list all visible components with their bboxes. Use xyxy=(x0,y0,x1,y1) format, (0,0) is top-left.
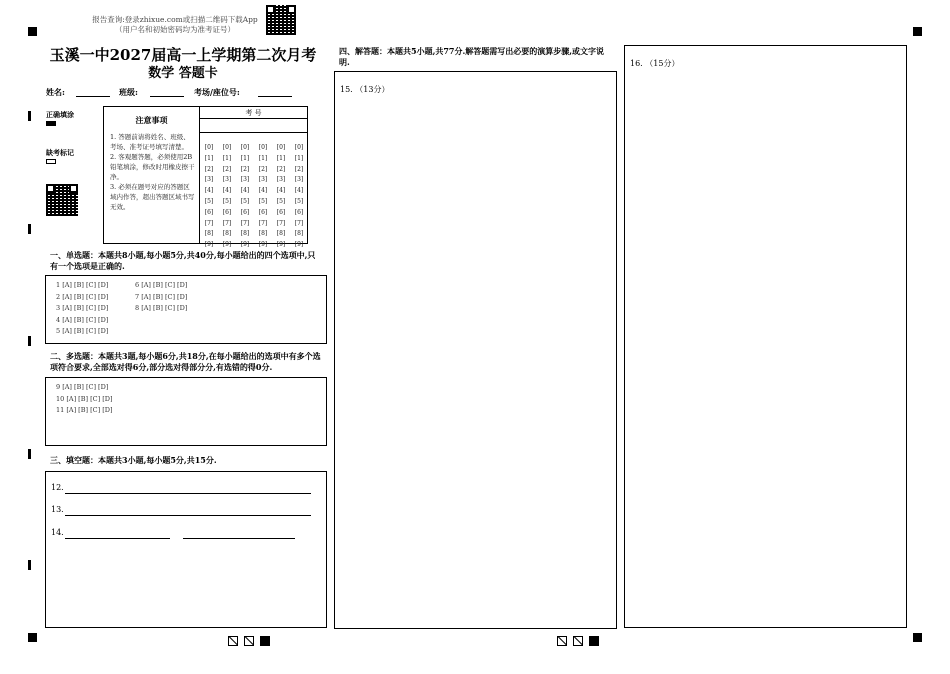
report-query-line: 报告查询:登录zhixue.com或扫描二维码下载App xyxy=(92,15,258,24)
notice-box xyxy=(103,106,200,244)
section3-title: 三、填空题：本题共3小题,每小题5分,共15分. xyxy=(50,455,217,465)
choice-row[interactable]: 6 [A] [B] [C] [D] xyxy=(135,281,188,289)
choice-row[interactable]: 7 [A] [B] [C] [D] xyxy=(135,292,188,301)
q15-answer-box[interactable] xyxy=(334,71,617,629)
choice-row[interactable]: 4 [A] [B] [C] [D] xyxy=(56,315,109,324)
page-marker-empty xyxy=(557,636,567,646)
choice-row[interactable]: 5 [A] [B] [C] [D] xyxy=(56,327,109,335)
absent-mark-box[interactable] xyxy=(46,159,56,164)
exam-digit-column[interactable]: [0] [1] [2] [3] [4] [5] [6] [7] [8] [9] xyxy=(222,144,232,249)
page-marker-empty xyxy=(244,636,254,646)
q16-answer-box[interactable] xyxy=(624,45,907,628)
timing-mark xyxy=(28,111,31,121)
q14-answer-line-2[interactable] xyxy=(183,538,295,539)
exam-digit-column[interactable]: [0] [1] [2] [3] [4] [5] [6] [7] [8] [9] xyxy=(204,144,214,249)
seat-field[interactable] xyxy=(258,96,292,97)
page-marker-filled xyxy=(260,636,270,646)
exam-number-label: 考 号 xyxy=(200,108,307,119)
page-marker-empty xyxy=(573,636,583,646)
seat-label: 考场/座位号: xyxy=(194,87,240,97)
exam-number-grid xyxy=(199,106,308,249)
choice-row[interactable]: 1 [A] [B] [C] [D] xyxy=(56,281,109,289)
q13-answer-line[interactable] xyxy=(65,515,311,516)
section4-title: 四、解答题：本题共5小题,共77分.解答题需写出必要的演算步骤,或文字说明. xyxy=(339,46,605,67)
section2-answer-box xyxy=(45,377,327,446)
timing-mark xyxy=(28,560,31,570)
corner-mark-bottom-right xyxy=(913,633,922,642)
q15-label: 15. （13分） xyxy=(340,85,390,94)
choice-row[interactable]: 3 [A] [B] [C] [D] xyxy=(56,304,109,312)
choice-row[interactable]: 9 [A] [B] [C] [D] xyxy=(56,383,109,391)
section1-title: 一、单选题：本题共8小题,每小题5分,共40分,每小题给出的四个选项中,只有一个选项是正确的. xyxy=(50,250,316,271)
report-query-note: （用户名和初始密码均为准考证号） xyxy=(115,25,235,34)
choice-row[interactable]: 11 [A] [B] [C] [D] xyxy=(56,406,113,414)
corner-mark-top-left xyxy=(28,27,37,36)
corner-mark-bottom-left xyxy=(28,633,37,642)
class-field[interactable] xyxy=(150,96,184,97)
choice-row[interactable]: 8 [A] [B] [C] [D] xyxy=(135,304,188,312)
correct-fill-sample xyxy=(46,121,56,126)
exam-title: 玉溪一中2027届高一上学期第二次月考 xyxy=(49,46,317,64)
choice-row[interactable]: 2 [A] [B] [C] [D] xyxy=(56,292,109,301)
page-marker-filled xyxy=(589,636,599,646)
page-marker-empty xyxy=(228,636,238,646)
section3-answer-box xyxy=(45,471,327,628)
exam-digit-column[interactable]: [0] [1] [2] [3] [4] [5] [6] [7] [8] [9] xyxy=(276,144,286,249)
notice-title: 注意事项 xyxy=(135,115,168,125)
qr-code-header xyxy=(266,5,296,35)
exam-digit-column[interactable]: [0] [1] [2] [3] [4] [5] [6] [7] [8] [9] xyxy=(258,144,268,249)
section1-answer-box xyxy=(45,275,327,344)
q13-label: 13. xyxy=(51,505,64,514)
corner-mark-top-right xyxy=(913,27,922,36)
q12-label: 12. xyxy=(51,483,64,492)
choice-row[interactable]: 10 [A] [B] [C] [D] xyxy=(56,394,113,403)
q14-answer-line-1[interactable] xyxy=(65,538,170,539)
notice-item: 1. 答题前请将姓名、班级、考场、准考证号填写清楚。 xyxy=(110,133,190,151)
qr-code-student xyxy=(46,184,78,216)
name-label: 姓名: xyxy=(46,87,65,97)
exam-digit-column[interactable]: [0] [1] [2] [3] [4] [5] [6] [7] [8] [9] xyxy=(294,144,304,249)
exam-number-input-row[interactable] xyxy=(200,118,307,133)
correct-fill-label: 正确填涂 xyxy=(46,110,74,119)
name-field[interactable] xyxy=(76,96,110,97)
q12-answer-line[interactable] xyxy=(65,493,311,494)
timing-mark xyxy=(28,449,31,459)
section2-title: 二、多选题：本题共3题,每小题6分,共18分,在每小题给出的选项中有多个选项符合要求,全部选对得6分,部分选对得部分分,有选错的得0分. xyxy=(50,351,321,372)
class-label: 班级: xyxy=(119,87,138,97)
timing-mark xyxy=(28,224,31,234)
answer-sheet-title: 数学 答题卡 xyxy=(148,66,218,81)
timing-mark xyxy=(28,336,31,346)
exam-digit-column[interactable]: [0] [1] [2] [3] [4] [5] [6] [7] [8] [9] xyxy=(240,144,250,249)
q16-label: 16. （15分） xyxy=(630,59,680,68)
notice-item: 3. 必须在题号对应的答题区域内作答，超出答题区域书写无效。 xyxy=(110,183,195,211)
absent-mark-label: 缺考标记 xyxy=(46,148,74,157)
q14-label: 14. xyxy=(51,528,64,537)
notice-item: 2. 客观题答题，必须使用2B铅笔填涂，修改时用橡皮擦干净。 xyxy=(110,153,195,181)
